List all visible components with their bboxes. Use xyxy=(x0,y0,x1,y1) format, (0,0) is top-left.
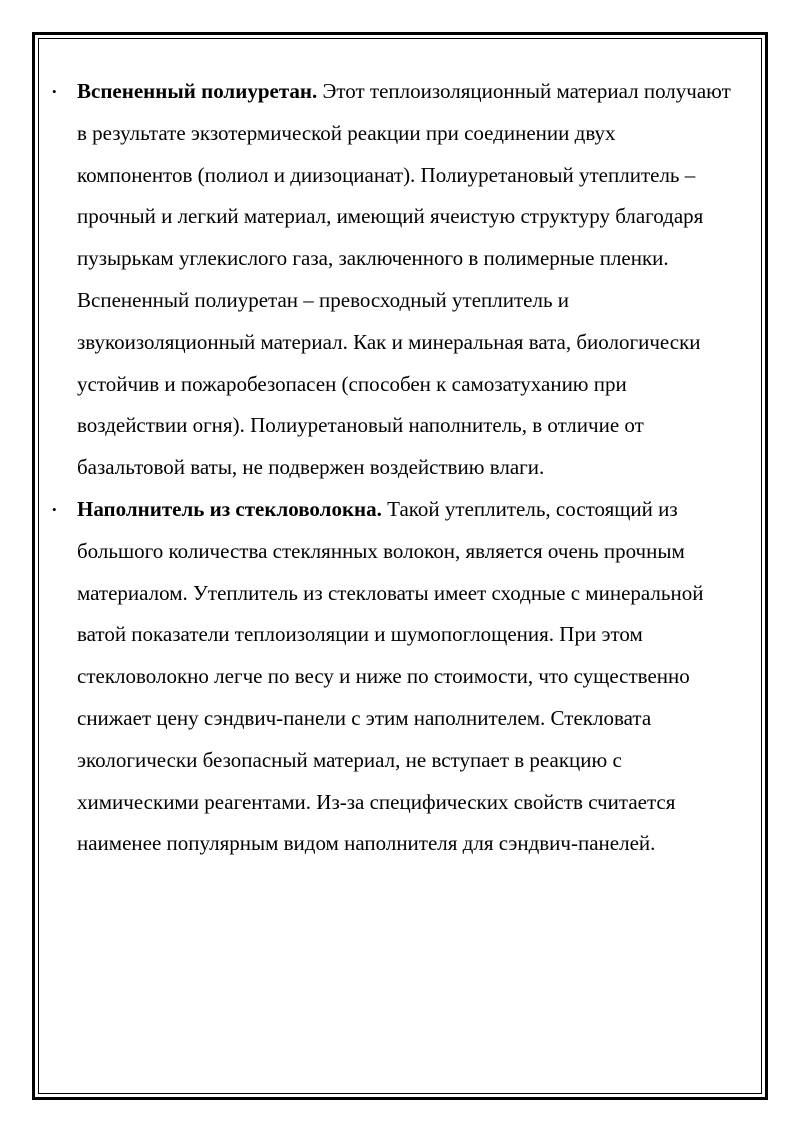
bullet-icon: • xyxy=(52,501,57,517)
item-text: Этот теплоизоляционный материал получают в результате экзотермической реакции при соединении двух компонентов (полиол и диизоцианат). Полиуретановый утеплитель – прочный и легкий материал, имеющий ячеистую структуру благодаря пузырькам углекислого газа, заключенного в полимерные пленки. Вспененный полиуретан – превосходный утеплитель и звукоизоляционный материал. Как и минеральная вата, биологически устойчив и пожаробезопасен (способен к самозатуханию при воздействии огня). Полиуретановый наполнитель, в отличие от базальтовой ваты, не подвержен воздействию влаги. xyxy=(77,79,731,480)
item-term: Наполнитель из стекловолокна. xyxy=(77,496,382,521)
document-body xyxy=(42,71,732,865)
item-term: Вспененный полиуретан. xyxy=(77,79,318,103)
list-item-fiberglass xyxy=(42,489,732,865)
bullet-icon: • xyxy=(52,84,57,99)
list-item-polyurethane xyxy=(42,71,732,489)
item-text: Такой утеплитель, состоящий из большого количества стеклянных волокон, является очень прочным материалом. Утеплитель из стекловаты имеет сходные с минеральной ватой показатели теплоизоляции и шумопоглощения. При этом стекловолокно легче по весу и ниже по стоимости, что существенно снижает цену сэндвич-панели с этим наполнителем. Стекловата экологически безопасный материал, не вступает в реакцию с химическими реагентами. Из-за специфических свойств считается наименее популярным видом наполнителя для сэндвич-панелей. xyxy=(77,496,704,856)
bullet-list xyxy=(42,71,732,865)
